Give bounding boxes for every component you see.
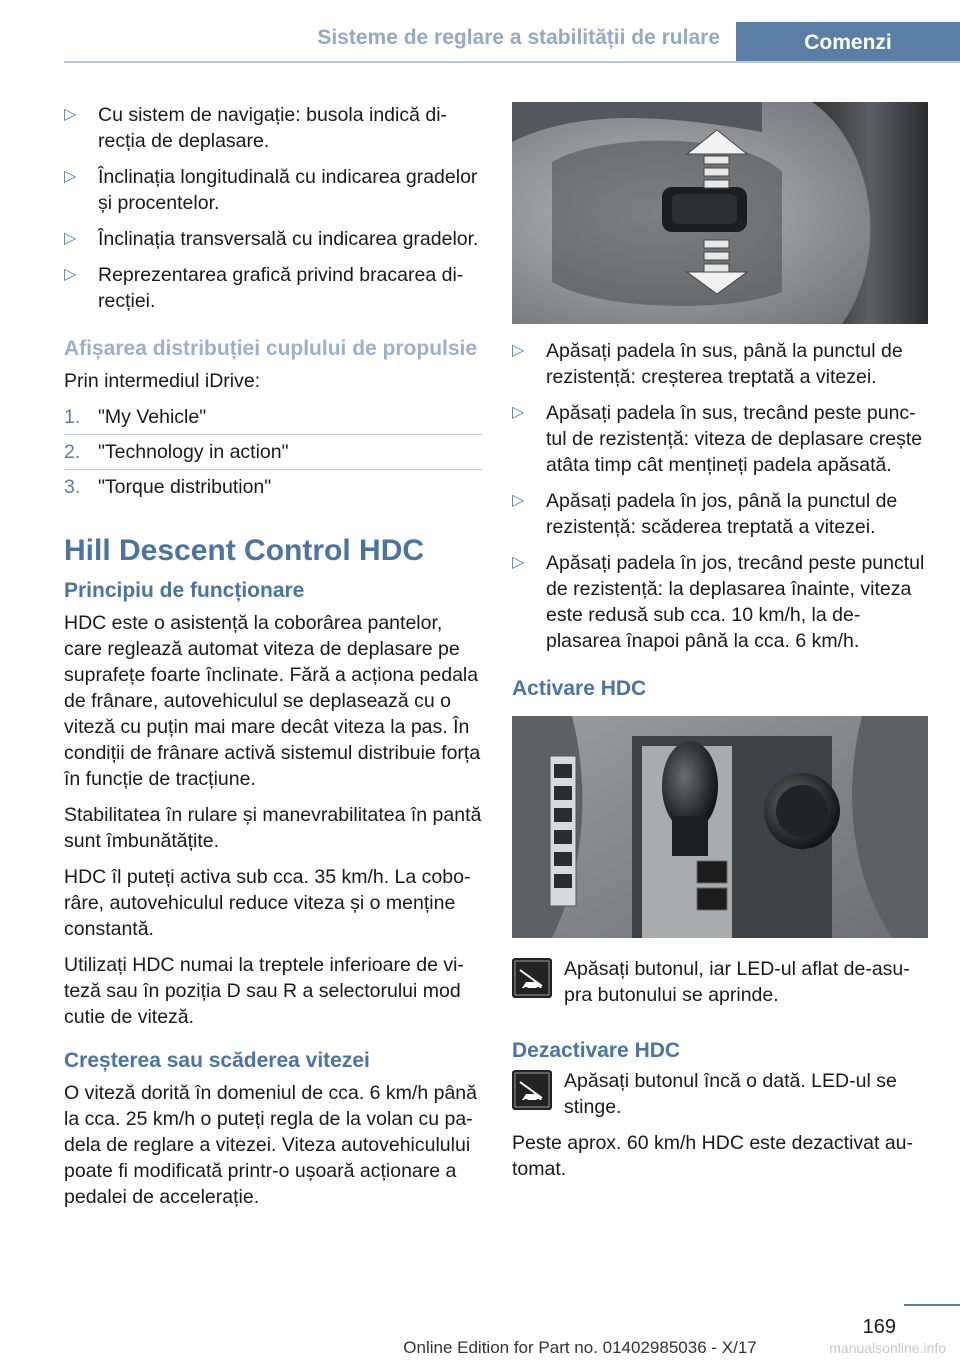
hdc-button-icon <box>512 1070 552 1110</box>
principle-paragraph: Stabilitatea în rulare și manevrabilitatea în pantă sunt îmbunătățite. <box>64 804 482 852</box>
header-chapter-tab: Comenzi <box>736 22 960 63</box>
hdc-section-title: Hill Descent Control HDC <box>64 534 425 567</box>
speed-paragraph: O viteză dorită în domeniul de cca. 6 km/h până la cca. 25 km/h o puteți regla de la volan cu padela de reglare a vitezei. Viteza autovehiculului poate fi modificată printr-o ușoară acționare a pedalei de accelerație. <box>64 1082 477 1208</box>
header-divider <box>64 61 960 63</box>
center-console-illustration <box>512 716 928 938</box>
edition-footer: Online Edition for Part no. 01402985036 - X/17 <box>403 1338 757 1357</box>
hdc-button-icon <box>512 958 552 998</box>
triangle-bullet-icon: ▷ <box>512 492 525 509</box>
footer-divider <box>904 1304 960 1306</box>
triangle-bullet-icon: ▷ <box>64 266 77 283</box>
speed-heading: Creșterea sau scăderea vitezei <box>64 1049 370 1072</box>
page-number: 169 <box>862 1316 896 1338</box>
list-item: 2. "Technology in action" <box>64 439 482 470</box>
left-column <box>64 102 482 1220</box>
list-item: ▷ Cu sistem de navigație: busola indică direcția de deplasare. <box>64 104 448 152</box>
activate-heading: Activare HDC <box>512 677 647 700</box>
triangle-bullet-icon: ▷ <box>64 168 77 185</box>
activate-instruction <box>512 956 928 1008</box>
triangle-bullet-icon: ▷ <box>64 230 77 247</box>
display-options-list <box>64 102 482 314</box>
steering-paddle-illustration <box>512 102 928 324</box>
principle-paragraph: HDC îl puteți activa sub cca. 35 km/h. La coborâre, autovehiculul reduce viteza și o menține constantă. <box>64 866 471 940</box>
list-item: 3. "Torque distribution" <box>64 476 272 498</box>
deactivate-instruction <box>512 1068 928 1120</box>
principle-heading: Principiu de funcționare <box>64 579 305 602</box>
list-item: ▷ Reprezentarea grafică privind bracarea direcției. <box>64 264 464 312</box>
list-item: ▷ Apăsați padela în sus, până la punctul de rezistență: creșterea treptată a vitezei. <box>512 340 903 388</box>
list-item: ▷ Apăsați padela în jos, trecând peste punctul de rezistență: la deplasarea înainte, viteza este redusă sub cca. 10 km/h, la deplasarea înapoi până la cca. 6 km/h. <box>512 552 925 652</box>
header-section-title: Sisteme de reglare a stabilității de rulare <box>317 26 720 49</box>
paddle-instructions-list <box>512 338 928 654</box>
list-item: ▷ Apăsați padela în sus, trecând peste punctul de rezistență: viteza de deplasare crește atâta timp cât mențineți padela apăsată. <box>512 402 923 476</box>
watermark: manualsonline.info <box>829 1340 946 1356</box>
triangle-bullet-icon: ▷ <box>512 404 525 421</box>
principle-paragraph: Utilizați HDC numai la treptele inferioare de viteză sau în poziția D sau R a selectorului mod cutie de viteză. <box>64 954 464 1028</box>
list-item: ▷ Apăsați padela în jos, până la punctul de rezistență: scăderea treptată a vitezei. <box>512 490 898 538</box>
deactivate-text: Apăsați butonul încă o dată. LED-ul se stinge. <box>564 1070 897 1118</box>
center-console-figure <box>512 716 928 938</box>
list-item: 1. "My Vehicle" <box>64 404 482 435</box>
principle-paragraph: HDC este o asistență la coborârea pantelor, care reglează automat viteza de deplasare pe suprafețe foarte înclinate. Fără a acționa pedala de frânare, autovehiculul se deplasează cu o viteză cu puțin mai mare decât viteza la pas. În condiții de frânare activă sistemul distribuie forța în funcție de tracțiune. <box>64 612 481 790</box>
triangle-bullet-icon: ▷ <box>512 342 525 359</box>
activate-text: Apăsați butonul, iar LED-ul aflat de-asupra butonului se aprinde. <box>564 958 910 1006</box>
triangle-bullet-icon: ▷ <box>512 554 525 571</box>
torque-intro: Prin intermediul iDrive: <box>64 370 261 392</box>
deactivate-note: Peste aprox. 60 km/h HDC este dezactivat automat. <box>512 1132 914 1180</box>
torque-heading: Afișarea distribuției cuplului de propulsie <box>64 337 478 360</box>
deactivate-heading: Dezactivare HDC <box>512 1039 681 1062</box>
triangle-bullet-icon: ▷ <box>64 106 77 123</box>
list-item: ▷ Înclinația longitudinală cu indicarea gradelor și procentelor. <box>64 166 478 214</box>
list-item: ▷ Înclinația transversală cu indicarea gradelor. <box>64 228 479 250</box>
idrive-steps <box>64 404 482 504</box>
right-column <box>512 102 928 1192</box>
steering-wheel-paddle-figure <box>512 102 928 324</box>
page-header <box>64 22 960 62</box>
